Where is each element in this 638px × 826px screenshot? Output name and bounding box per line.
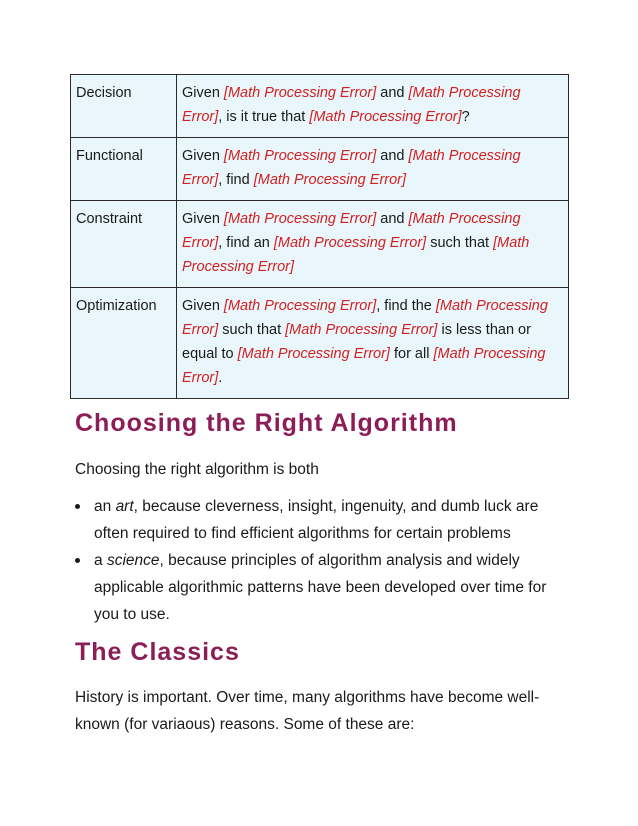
description-text: and [376,148,409,164]
problem-type-cell: Functional [71,138,177,201]
description-text: Given [182,211,224,227]
section-heading-choosing-algorithm: Choosing the Right Algorithm [75,409,458,437]
table-row [71,75,569,138]
list-item: a science, because principles of algorithm analysis and widely applicable algorithmic patterns have been developed over time for you to use. [75,547,575,628]
description-text: Given [182,148,224,164]
description-text: such that [218,322,286,338]
problem-description-cell [177,288,569,399]
math-error-text: [Math Processing Error] [182,298,548,338]
math-error-text: [Math Processing Error] [223,298,377,314]
description-text: is less than or equal to [182,322,531,362]
intro-paragraph: Choosing the right algorithm is both [75,461,319,478]
description-text: and [376,211,409,227]
table-row [71,288,569,399]
bullet-icon [75,504,80,509]
problem-type-cell: Optimization [71,288,177,399]
description-text: , find an [218,235,274,251]
math-error-text: [Math Processing Error] [237,346,390,362]
problem-description-cell [177,75,569,138]
math-error-text: [Math Processing Error] [285,322,438,338]
math-error-text: [Math Processing Error] [273,235,427,251]
problem-type-cell: Constraint [71,201,177,288]
description-text: and [376,85,409,101]
problem-description-cell [177,138,569,201]
section-heading-classics: The Classics [75,638,240,666]
math-error-text: [Math Processing Error] [253,172,407,188]
description-text: , is it true that [218,109,310,125]
math-error-text: [Math Processing Error] [223,85,377,101]
table-row [71,138,569,201]
math-error-text: [Math Processing Error] [182,148,521,188]
math-error-text: [Math Processing Error] [223,211,377,227]
list-item: an art, because cleverness, insight, ingenuity, and dumb luck are often required to find efficient algorithms for certain problems [75,493,575,547]
math-error-text: [Math Processing Error] [223,148,377,164]
math-error-text: [Math Processing Error] [182,85,521,125]
emphasis-text: art [115,498,134,515]
math-error-text: [Math Processing Error] [182,235,530,275]
description-text: Given [182,298,224,314]
description-text: such that [426,235,494,251]
bullet-icon [75,558,80,563]
description-text: ? [461,109,470,125]
table-row [71,201,569,288]
description-text: for all [389,346,434,362]
classics-paragraph: History is important. Over time, many algorithms have become well-known (for variaous) reasons. Some of these are: [75,689,540,733]
math-error-text: [Math Processing Error] [182,211,521,251]
emphasis-text: science [106,552,160,569]
description-text: Given [182,85,224,101]
problem-type-cell: Decision [71,75,177,138]
problem-types-table [70,74,569,399]
math-error-text: [Math Processing Error] [309,109,462,125]
description-text: , find [218,172,254,188]
bullet-list [75,493,575,628]
math-error-text: [Math Processing Error] [182,346,546,386]
problem-description-cell [177,201,569,288]
description-text: , find the [376,298,436,314]
description-text: . [218,370,223,386]
